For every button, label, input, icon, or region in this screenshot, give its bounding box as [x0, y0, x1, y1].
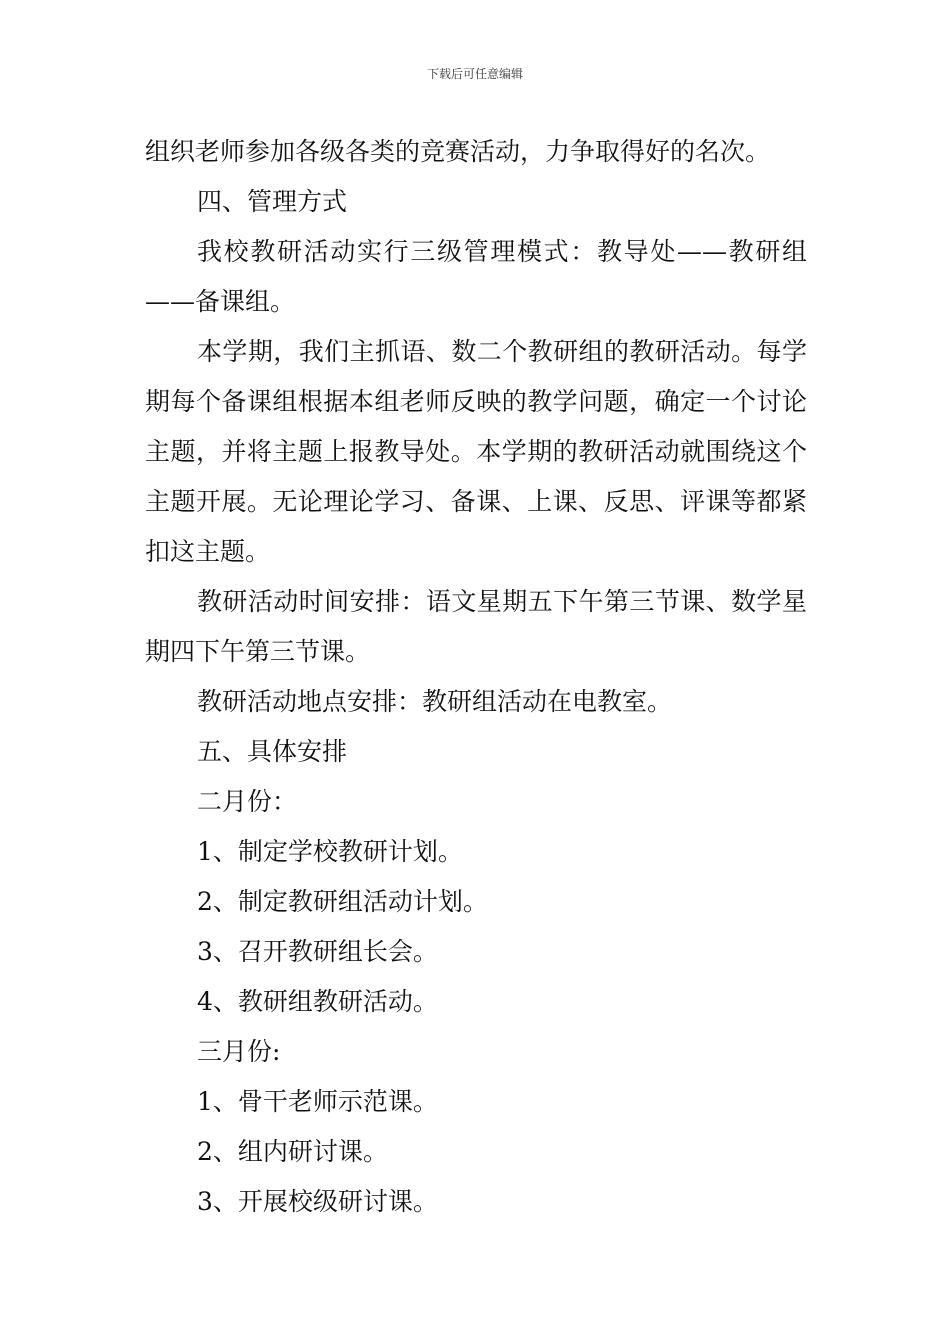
paragraph-time-arrangement: 教研活动时间安排：语文星期五下午第三节课、数学星期四下午第三节课。: [145, 587, 807, 666]
section-heading-schedule: 五、具体安排: [197, 737, 348, 766]
paragraph-location-arrangement: 教研活动地点安排：教研组活动在电教室。: [197, 687, 673, 716]
month-heading-february: 二月份：: [197, 787, 298, 816]
page-header-note: 下载后可任意编辑: [426, 67, 523, 81]
list-item: 2、组内研讨课。: [197, 1137, 388, 1166]
paragraph-1: 组织老师参加各级各类的竞赛活动，力争取得好的名次。: [145, 137, 771, 166]
list-item: 2、制定教研组活动计划。: [197, 887, 488, 916]
list-item: 3、开展校级研讨课。: [197, 1187, 438, 1216]
list-item: 1、骨干老师示范课。: [197, 1087, 438, 1116]
list-item: 3、召开教研组长会。: [197, 937, 438, 966]
list-item: 1、制定学校教研计划。: [197, 837, 463, 866]
paragraph-management-model: 我校教研活动实行三级管理模式：教导处——教研组——备课组。: [145, 237, 807, 316]
paragraph-semester-focus: 本学期，我们主抓语、数二个教研组的教研活动。每学期每个备课组根据本组老师反映的教学问题，确定一个讨论主题，并将主题上报教导处。本学期的教研活动就围绕这个主题开展。无论理论学习、备课、上课、反思、评课等都紧扣这主题。: [145, 337, 807, 566]
month-heading-march: 三月份:: [197, 1037, 281, 1066]
section-heading-management: 四、管理方式: [197, 187, 348, 216]
document-body: [145, 127, 807, 1227]
list-item: 4、教研组教研活动。: [197, 987, 438, 1016]
